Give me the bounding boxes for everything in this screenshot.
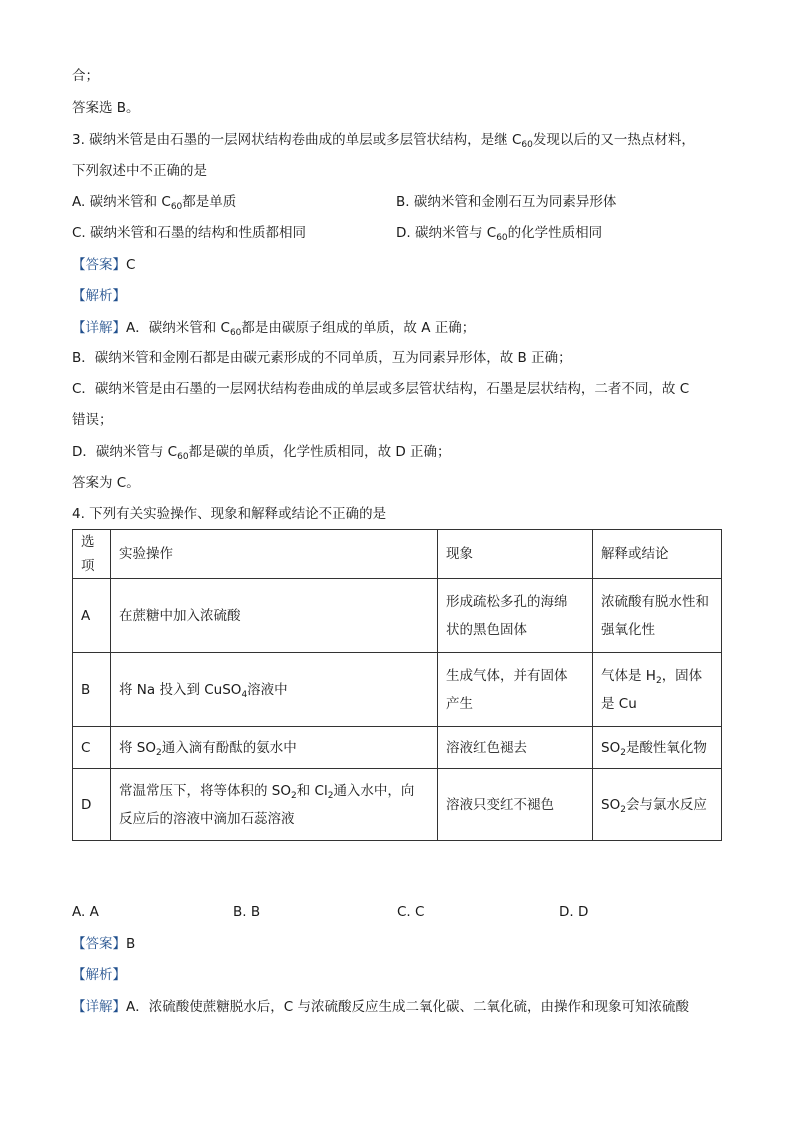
option-a: A. 碳纳米管和 $C_{60}$都是单质 bbox=[72, 194, 237, 212]
answer-3: 【答案】C bbox=[72, 257, 136, 273]
text-line: 合； bbox=[72, 68, 99, 84]
row-label: C bbox=[73, 727, 111, 769]
detail-4-a: 【详解】A．浓硫酸使蔗糖脱水后，C 与浓硫酸反应生成二氧化碳、二氧化硫，由操作和现象可知浓硫酸 bbox=[72, 999, 689, 1015]
option-a: A. A bbox=[72, 904, 99, 920]
detail-3-c: C．碳纳米管是由石墨的一层网状结构卷曲成的单层或多层管状结构，石墨是层状结构，二者不同，故 C bbox=[72, 381, 690, 397]
row-conclusion: $SO_2$是酸性氧化物 bbox=[593, 727, 722, 769]
analysis-4-heading: 【解析】 bbox=[72, 967, 126, 983]
experiment-table bbox=[72, 529, 722, 841]
row-phenomenon: 溶液只变红不褪色 bbox=[438, 769, 593, 841]
row-label: D bbox=[73, 769, 111, 841]
detail-3-a: 【详解】A．碳纳米管和 $C_{60}$都是由碳原子组成的单质，故 A 正确； bbox=[72, 320, 476, 338]
row-conclusion: $SO_2$会与氯水反应 bbox=[593, 769, 722, 841]
option-b: B. 碳纳米管和金刚石互为同素异形体 bbox=[396, 194, 617, 210]
table-row bbox=[73, 579, 722, 653]
row-operation: 将 Na 投入到 CuSO$_4$溶液中 bbox=[111, 653, 438, 727]
table-row bbox=[73, 653, 722, 727]
option-b: B. B bbox=[233, 904, 261, 920]
detail-3-d: D．碳纳米管与 $C_{60}$都是碳的单质，化学性质相同，故 D 正确； bbox=[72, 444, 451, 462]
answer-line: 答案选 B。 bbox=[72, 100, 140, 116]
answer-3-final: 答案为 C。 bbox=[72, 475, 140, 491]
header-option: 选 项 bbox=[73, 530, 111, 579]
question-3: 3. 碳纳米管是由石墨的一层网状结构卷曲成的单层或多层管状结构，是继 $C_{60}$发现以后的又一热点材料， bbox=[72, 132, 695, 150]
row-label: B bbox=[73, 653, 111, 727]
row-phenomenon: 溶液红色褪去 bbox=[438, 727, 593, 769]
row-conclusion: 气体是 $H_2$，固体 是 Cu bbox=[593, 653, 722, 727]
answer-4: 【答案】B bbox=[72, 936, 136, 952]
header-operation: 实验操作 bbox=[111, 530, 438, 579]
question-3-cont: 下列叙述中不正确的是 bbox=[72, 163, 207, 179]
option-d: D. D bbox=[559, 904, 589, 920]
question-4: 4. 下列有关实验操作、现象和解释或结论不正确的是 bbox=[72, 506, 387, 522]
row-phenomenon: 形成疏松多孔的海绵 状的黑色固体 bbox=[438, 579, 593, 653]
option-d: D. 碳纳米管与 $C_{60}$的化学性质相同 bbox=[396, 225, 603, 243]
table-row bbox=[73, 769, 722, 841]
table-header-row bbox=[73, 530, 722, 579]
question-4-options bbox=[72, 902, 722, 922]
row-operation: 在蔗糖中加入浓硫酸 bbox=[111, 579, 438, 653]
row-phenomenon: 生成气体，并有固体 产生 bbox=[438, 653, 593, 727]
table-row bbox=[73, 727, 722, 769]
row-conclusion: 浓硫酸有脱水性和 强氧化性 bbox=[593, 579, 722, 653]
option-c: C. C bbox=[397, 904, 425, 920]
analysis-3-heading: 【解析】 bbox=[72, 288, 126, 304]
row-label: A bbox=[73, 579, 111, 653]
detail-3-c-cont: 错误； bbox=[72, 412, 113, 428]
option-c: C. 碳纳米管和石墨的结构和性质都相同 bbox=[72, 225, 307, 241]
row-operation: 常温常压下，将等体积的 $SO_2$和 $Cl_2$通入水中，向 反应后的溶液中滴加石蕊溶液 bbox=[111, 769, 438, 841]
detail-3-b: B．碳纳米管和金刚石都是由碳元素形成的不同单质，互为同素异形体，故 B 正确； bbox=[72, 350, 572, 366]
header-conclusion: 解释或结论 bbox=[593, 530, 722, 579]
row-operation: 将 $SO_2$通入滴有酚酞的氨水中 bbox=[111, 727, 438, 769]
header-phenomenon: 现象 bbox=[438, 530, 593, 579]
